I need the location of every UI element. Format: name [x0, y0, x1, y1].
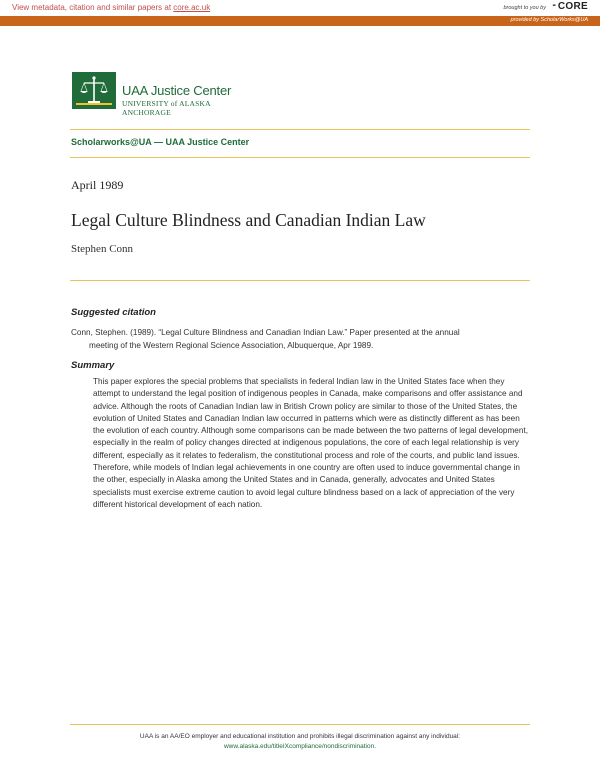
core-logo-label: CORE [557, 1, 588, 12]
logo-title: UAA Justice Center [122, 83, 232, 98]
header-divider [70, 280, 530, 281]
provided-by-link[interactable]: provided by ScholarWorks@UA [510, 17, 588, 23]
summary-heading: Summary [71, 360, 115, 371]
logo-subtitle: UNIVERSITY of ALASKA ANCHORAGE [122, 99, 211, 117]
view-metadata-link[interactable] [12, 3, 210, 12]
core-logo-icon: ✒ [552, 3, 557, 10]
publication-date: April 1989 [71, 178, 124, 192]
nondiscrimination-link[interactable]: www.alaska.edu/titleIXcompliance/nondiscrimination. [223, 743, 377, 750]
citation-text [71, 326, 531, 352]
footer-statement: UAA is an AA/EO employer and educational institution and prohibits illegal discrimination against any individual: [139, 733, 461, 740]
scales-of-justice-icon [72, 72, 116, 109]
document-title: Legal Culture Blindness and Canadian Indian Law [71, 210, 426, 230]
core-ac-uk-link[interactable]: core.ac.uk [173, 3, 211, 12]
series-link-text[interactable]: Scholarworks@UA — UAA Justice Center [71, 137, 250, 147]
document-author: Stephen Conn [71, 243, 134, 255]
series-link[interactable] [71, 137, 249, 147]
series-divider [70, 157, 530, 158]
top-divider [70, 129, 530, 130]
citation-heading: Suggested citation [71, 307, 156, 318]
core-top-bar [0, 0, 600, 16]
metadata-text: View metadata, citation and similar papers at [12, 3, 174, 12]
core-logo[interactable] [552, 1, 588, 12]
provider-bar [0, 16, 600, 26]
citation-line-2: meeting of the Western Regional Science Association, Albuquerque, Apr 1989. [89, 341, 374, 350]
citation-line-1: Conn, Stephen. (1989). “Legal Culture Blindness and Canadian Indian Law.” Paper presented at the annual [71, 328, 460, 337]
summary-text: This paper explores the special problems that specialists in federal Indian law in the United States face when they attempt to understand the legal position of indigenous peoples in Canada, make comparisons and offer assistance and advice. Although the roots of Canadian Indian law in British Crown policy are similar to those of the United States, the evolution of United States and Canadian Indian law occurred in patterns which were as distinctly different as has been the evolution of each country. Although some comparisons can be made between the two patterns of legal development, especially in the realm of policy changes directed at indigenous populations, the core of each legal relationship is very different, especially as it relates to federalism, the constitutional process and role of the courts, and public land issues. Therefore, while models of Indian legal achievements in one country are often used to induce governmental change in the other, especially in Alaska among the United States and in Canada, generally, advocates and United States specialists must exercise extreme caution to avoid legal culture blindness based on a lack of appreciation of the very different historical development of each nation. [93, 377, 528, 509]
uaa-justice-center-logo [72, 72, 250, 117]
brought-to-you-text: brought to you by [503, 5, 546, 11]
footer-divider [70, 724, 530, 725]
